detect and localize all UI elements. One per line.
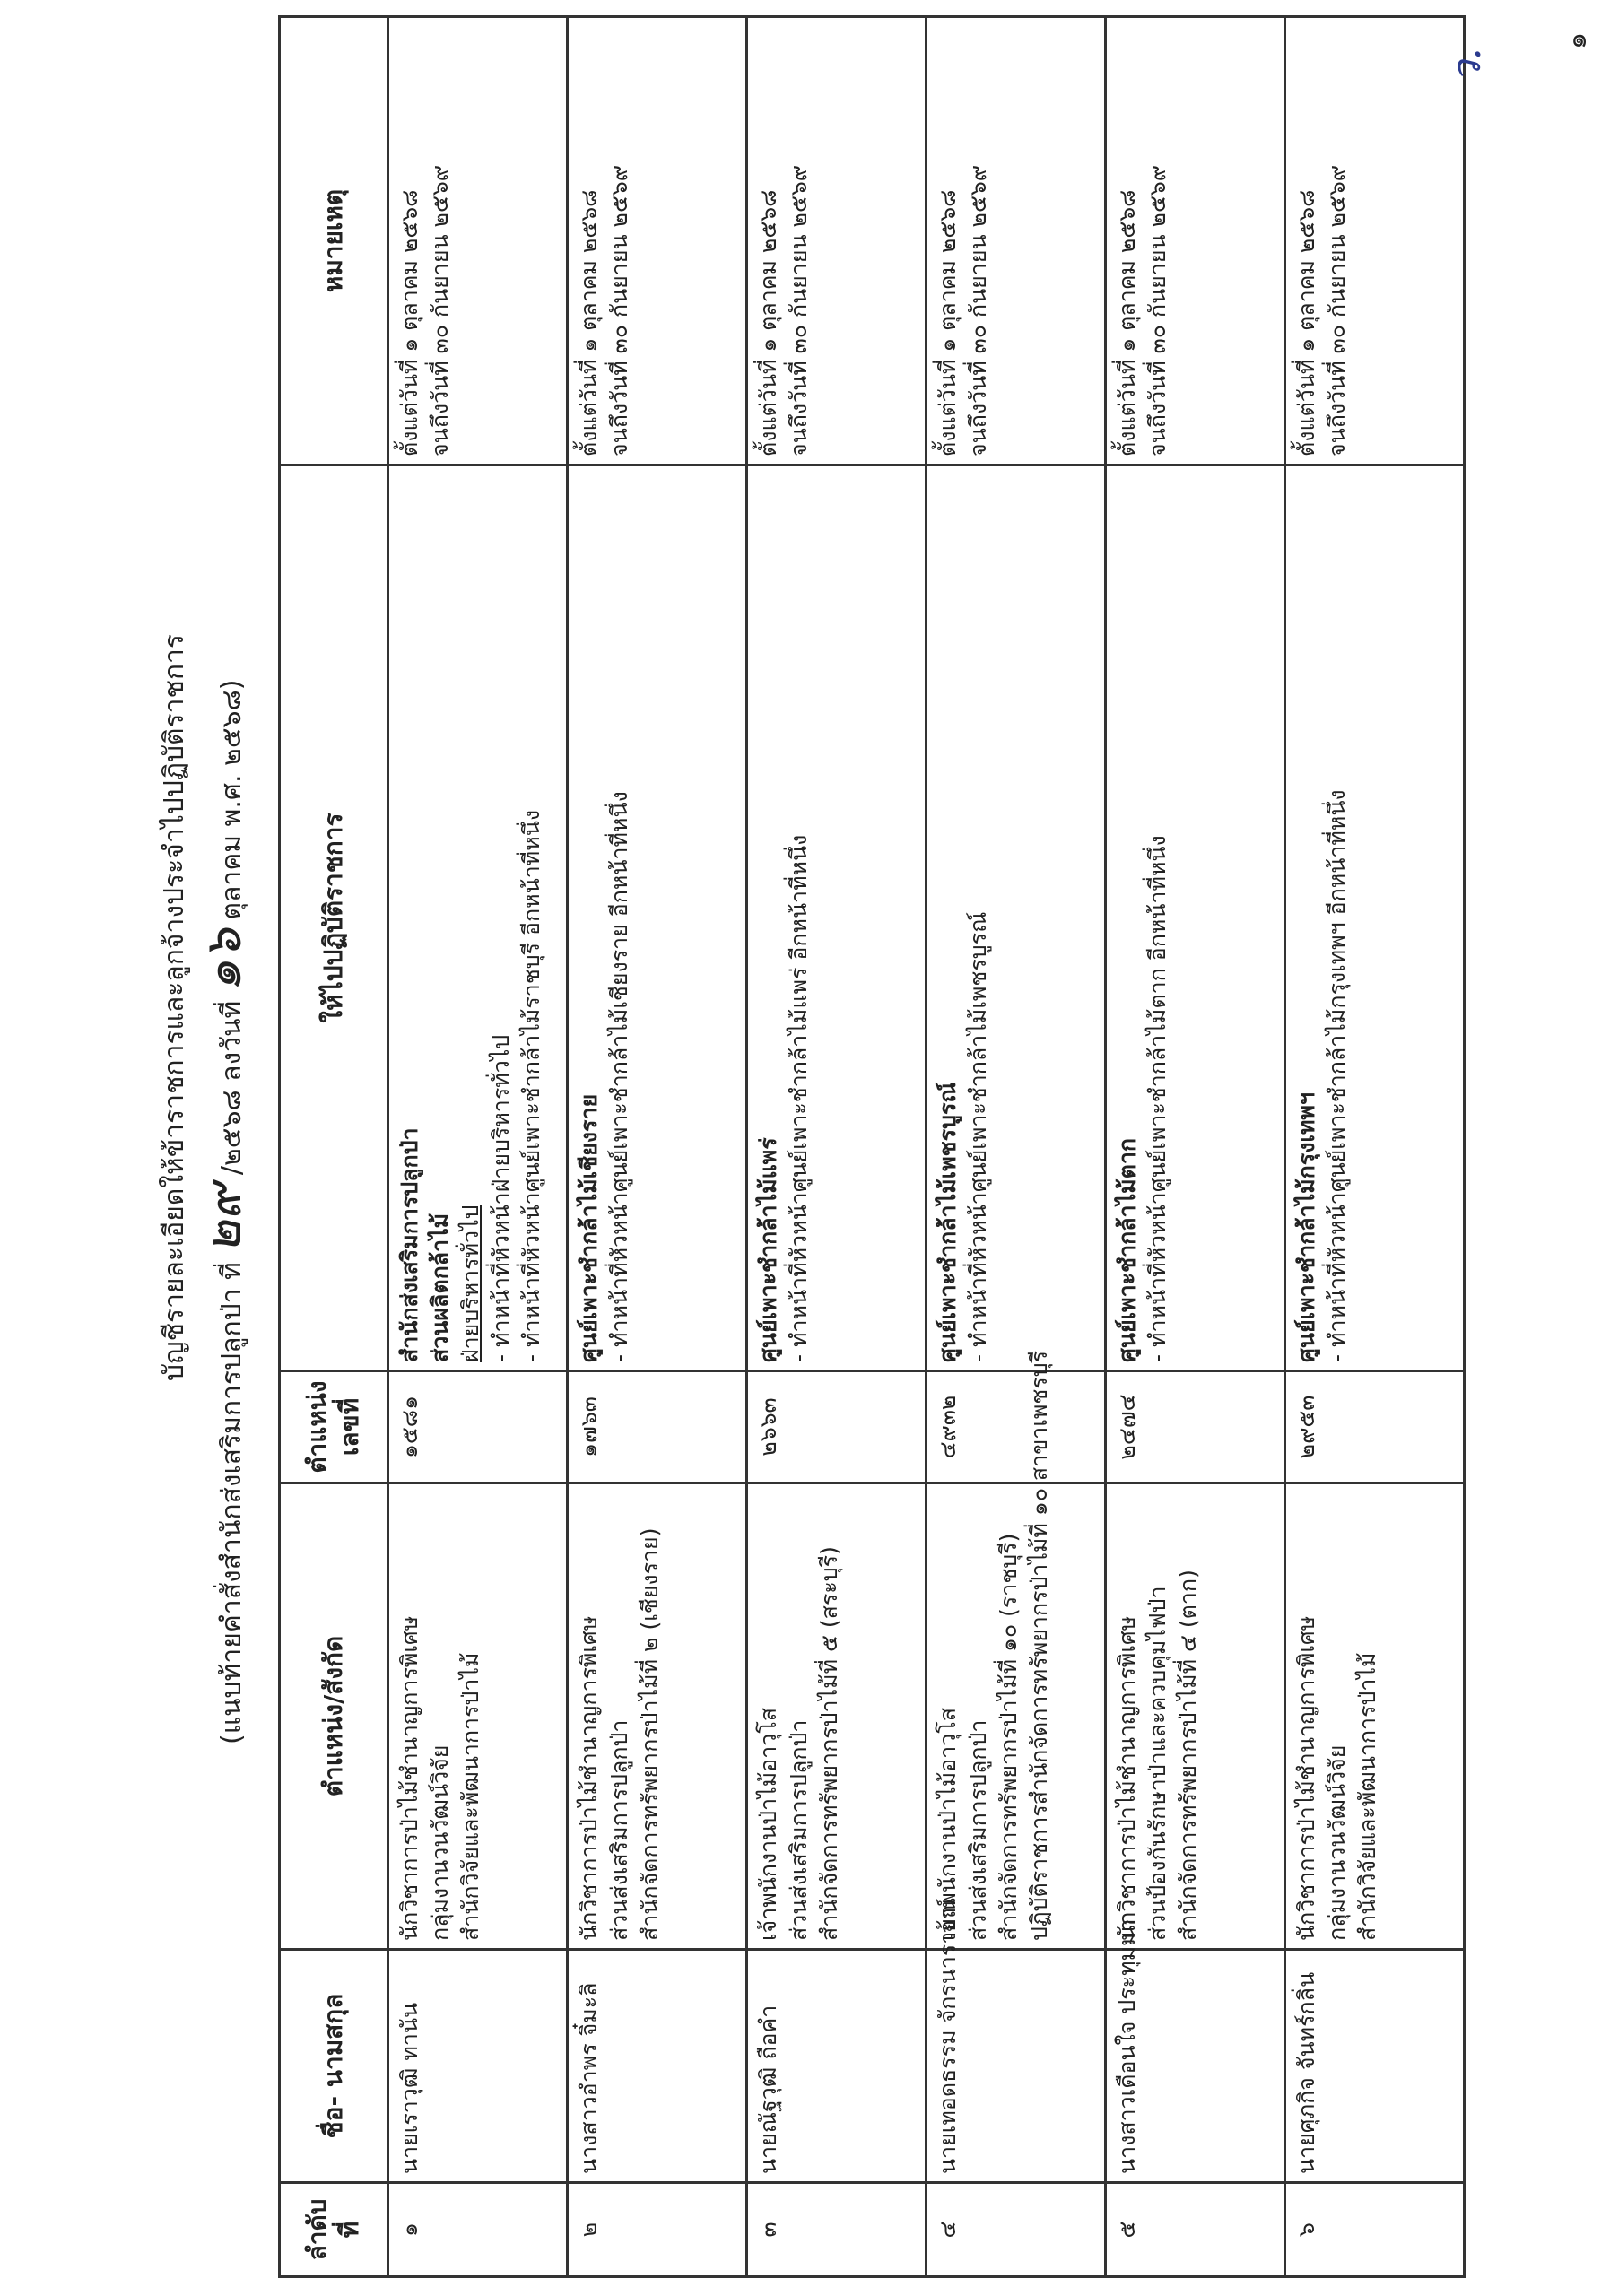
cell-pos-no — [1106, 1371, 1285, 1483]
position-line: นักวิชาการป่าไม้ชำนาญการพิเศษ — [576, 1615, 602, 1941]
position-number: ๑๕๘๑ — [396, 1396, 422, 1458]
position-line: เจ้าพนักงานป่าไม้อาวุโส — [935, 1707, 961, 1941]
position-line: สำนักวิจัยและพัฒนาการป่าไม้ — [1354, 1652, 1380, 1941]
assignment-duty: - ทำหน้าที่หัวหน้าฝ่ายบริหารทั่วไป — [488, 1034, 514, 1362]
remark-line: ตั้งแต่วันที่ ๑ ตุลาคม ๒๕๖๘ — [576, 189, 602, 457]
cell-position — [1285, 1483, 1465, 1950]
position-line: ส่วนส่งเสริมการปลูกป่า — [606, 1719, 632, 1941]
subtitle-suffix: ตุลาคม พ.ศ. ๒๕๖๘) — [216, 679, 248, 920]
row-number: ๖ — [1293, 2222, 1319, 2237]
position-line: เจ้าพนักงานป่าไม้อาวุโส — [755, 1707, 781, 1941]
cell-no — [1106, 2183, 1285, 2277]
cell-assignment — [1285, 465, 1465, 1371]
cell-pos-no — [927, 1371, 1106, 1483]
cell-no — [388, 2183, 568, 2277]
remark-line: จนถึงวันที่ ๓๐ กันยายน ๒๕๖๙ — [427, 164, 453, 457]
cell-assignment — [388, 465, 568, 1371]
table-row — [1285, 17, 1465, 2277]
remark-line: จนถึงวันที่ ๓๐ กันยายน ๒๕๖๙ — [606, 164, 632, 457]
assignment-unit: ศูนย์เพาะชำกล้าไม้เชียงราย — [576, 1093, 602, 1362]
assignment-duty: - ทำหน้าที่หัวหน้าศูนย์เพาะชำกล้าไม้ตาก อีกหน้าที่หนึ่ง — [1144, 835, 1171, 1362]
position-number: ๑๗๖๓ — [576, 1396, 602, 1457]
cell-assignment — [927, 465, 1106, 1371]
position-number: ๒๙๕๓ — [1293, 1395, 1319, 1459]
document-title: บัญชีรายละเอียดให้ข้าราชการและลูกจ้างประจำไปปฏิบัติราชการ — [159, 634, 190, 1381]
table-row — [388, 17, 568, 2277]
table-row — [1106, 17, 1285, 2277]
cell-name — [927, 1897, 1106, 2183]
cell-name — [568, 1950, 747, 2183]
page-number: ๑ — [1562, 31, 1593, 49]
subtitle-prefix: (แนบท้ายคำสั่งสำนักส่งเสริมการปลูกป่า ที่ — [216, 1262, 248, 1744]
assignment-unit: ศูนย์เพาะชำกล้าไม้ตาก — [1114, 1137, 1140, 1362]
cell-name — [1285, 1950, 1465, 2183]
header-name: ชื่อ- นามสกุล — [280, 1950, 388, 2183]
row-number: ๒ — [576, 2222, 602, 2238]
position-line: ส่วนส่งเสริมการปลูกป่า — [965, 1719, 991, 1941]
subtitle-mid: /๒๕๖๘ ลงวันที่ — [216, 1000, 248, 1176]
assignment-unit: ศูนย์เพาะชำกล้าไม้เพชรบูรณ์ — [935, 1082, 961, 1362]
table-row — [927, 17, 1106, 2277]
remark-line: ตั้งแต่วันที่ ๑ ตุลาคม ๒๕๖๘ — [755, 189, 781, 457]
cell-remark — [927, 17, 1106, 465]
position-line: ส่วนป้องกันรักษาป่าและควบคุมไฟป่า — [1144, 1586, 1171, 1941]
cell-assignment — [747, 465, 927, 1371]
position-number: ๒๔๗๔ — [1114, 1394, 1140, 1460]
cell-assignment — [568, 465, 747, 1371]
position-line: นักวิชาการป่าไม้ชำนาญการพิเศษ — [1293, 1615, 1319, 1941]
assignment-unit: ส่วนผลิตกล้าไม้ — [427, 1213, 453, 1362]
position-line: กลุ่มงานวนวัฒน์วิจัย — [1324, 1744, 1350, 1941]
position-line: สำนักจัดการทรัพยากรป่าไม้ที่ ๑๐ (ราชบุรี) — [996, 1533, 1022, 1941]
header-no: ลำดับที่ — [280, 2183, 388, 2277]
remark-line: ตั้งแต่วันที่ ๑ ตุลาคม ๒๕๖๘ — [935, 189, 961, 457]
row-number: ๕ — [1114, 2221, 1140, 2239]
cell-position — [568, 1483, 747, 1950]
table-header-row — [280, 17, 388, 2277]
cell-name — [747, 1950, 927, 2183]
assignment-unit: สำนักส่งเสริมการปลูกป่า — [396, 1127, 422, 1362]
position-line: ส่วนส่งเสริมการปลูกป่า — [786, 1719, 812, 1941]
assignment-duty: - ทำหน้าที่หัวหน้าศูนย์เพาะชำกล้าไม้ราชบุรี อีกหน้าที่หนึ่ง — [518, 809, 544, 1362]
header-assignment: ให้ไปปฏิบัติราชการ — [280, 465, 388, 1371]
cell-pos-no — [747, 1371, 927, 1483]
cell-position — [388, 1483, 568, 1950]
assignment-unit: ศูนย์เพาะชำกล้าไม้แพร่ — [755, 1137, 781, 1362]
remark-line: จนถึงวันที่ ๓๐ กันยายน ๒๕๖๙ — [1324, 164, 1350, 457]
order-day: ๑๖ — [195, 928, 253, 993]
assignment-table — [278, 15, 1466, 2278]
table-row — [747, 17, 927, 2277]
table-row — [568, 17, 747, 2277]
row-number: ๓ — [755, 2222, 781, 2238]
cell-no — [927, 2183, 1106, 2277]
row-number: ๑ — [396, 2222, 422, 2237]
remark-line: จนถึงวันที่ ๓๐ กันยายน ๒๕๖๙ — [1144, 164, 1171, 457]
position-line: ปฏิบัติราชการสำนักจัดการทรัพยากรป่าไม้ที่ ๑๐ สาขาเพชรบุรี — [1026, 1350, 1052, 1941]
person-name: นายเราวุฒิ ทานัน — [396, 2002, 422, 2174]
cell-position — [1106, 1483, 1285, 1950]
person-name: นายณัฐวุฒิ ถือคำ — [755, 2005, 781, 2174]
cell-position — [747, 1483, 927, 1950]
position-number: ๔๙๓๒ — [935, 1395, 961, 1459]
assignment-duty: - ทำหน้าที่หัวหน้าศูนย์เพาะชำกล้าไม้เพชรบูรณ์ — [965, 911, 991, 1362]
remark-line: ตั้งแต่วันที่ ๑ ตุลาคม ๒๕๖๘ — [1293, 189, 1319, 457]
remark-line: ตั้งแต่วันที่ ๑ ตุลาคม ๒๕๖๘ — [1114, 189, 1140, 457]
remark-line: จนถึงวันที่ ๓๐ กันยายน ๒๕๖๙ — [965, 164, 991, 457]
cell-name — [1106, 1918, 1285, 2183]
position-line: สำนักจัดการทรัพยากรป่าไม้ที่ ๒ (เชียงราย) — [637, 1527, 663, 1941]
cell-name — [388, 1950, 568, 2183]
assignment-duty: - ทำหน้าที่หัวหน้าศูนย์เพาะชำกล้าไม้เชียงราย อีกหน้าที่หนึ่ง — [606, 791, 632, 1362]
person-name: นางสาวเดือนใจ ประทุมมา — [1114, 1918, 1140, 2174]
cell-remark — [1285, 17, 1465, 465]
document-subtitle — [195, 679, 253, 1744]
cell-remark — [568, 17, 747, 465]
cell-remark — [388, 17, 568, 465]
signature-initials: ว. — [1444, 48, 1490, 83]
cell-no — [1285, 2183, 1465, 2277]
header-pos-no: ตำแหน่งเลขที่ — [280, 1371, 388, 1483]
cell-pos-no — [568, 1371, 747, 1483]
cell-no — [568, 2183, 747, 2277]
position-line: นักวิชาการป่าไม้ชำนาญการพิเศษ — [1114, 1615, 1140, 1941]
header-position: ตำแหน่ง/สังกัด — [280, 1483, 388, 1950]
assignment-section: ฝ่ายบริหารทั่วไป — [457, 1205, 483, 1362]
cell-no — [747, 2183, 927, 2277]
row-number: ๔ — [935, 2221, 961, 2239]
assignment-unit: ศูนย์เพาะชำกล้าไม้กรุงเทพฯ — [1293, 1092, 1319, 1362]
cell-pos-no — [1285, 1371, 1465, 1483]
assignment-duty: - ทำหน้าที่หัวหน้าศูนย์เพาะชำกล้าไม้กรุงเทพฯ อีกหน้าที่หนึ่ง — [1324, 789, 1350, 1362]
header-remark: หมายเหตุ — [280, 17, 388, 465]
order-number: ๒๙ — [195, 1183, 253, 1254]
cell-remark — [747, 17, 927, 465]
position-line: สำนักจัดการทรัพยากรป่าไม้ที่ ๔ (ตาก) — [1175, 1570, 1201, 1941]
cell-remark — [1106, 17, 1285, 465]
position-line: กลุ่มงานวนวัฒน์วิจัย — [427, 1744, 453, 1941]
position-line: สำนักจัดการทรัพยากรป่าไม้ที่ ๕ (สระบุรี) — [816, 1546, 842, 1941]
person-name: นายเทอดธรรม จักรนารายณ์ — [935, 1897, 961, 2174]
cell-pos-no — [388, 1371, 568, 1483]
position-line: นักวิชาการป่าไม้ชำนาญการพิเศษ — [396, 1615, 422, 1941]
assignment-duty: - ทำหน้าที่หัวหน้าศูนย์เพาะชำกล้าไม้แพร่ อีกหน้าที่หนึ่ง — [786, 834, 812, 1362]
position-line: สำนักวิจัยและพัฒนาการป่าไม้ — [457, 1652, 483, 1941]
person-name: นางสาวอำพร จิ๋มะลิ — [576, 1982, 602, 2174]
person-name: นายศุภกิจ จันทร์กลิ่น — [1293, 1971, 1319, 2174]
position-number: ๒๖๖๓ — [755, 1397, 781, 1457]
remark-line: จนถึงวันที่ ๓๐ กันยายน ๒๕๖๙ — [786, 164, 812, 457]
cell-assignment — [1106, 465, 1285, 1371]
remark-line: ตั้งแต่วันที่ ๑ ตุลาคม ๒๕๖๘ — [396, 189, 422, 457]
